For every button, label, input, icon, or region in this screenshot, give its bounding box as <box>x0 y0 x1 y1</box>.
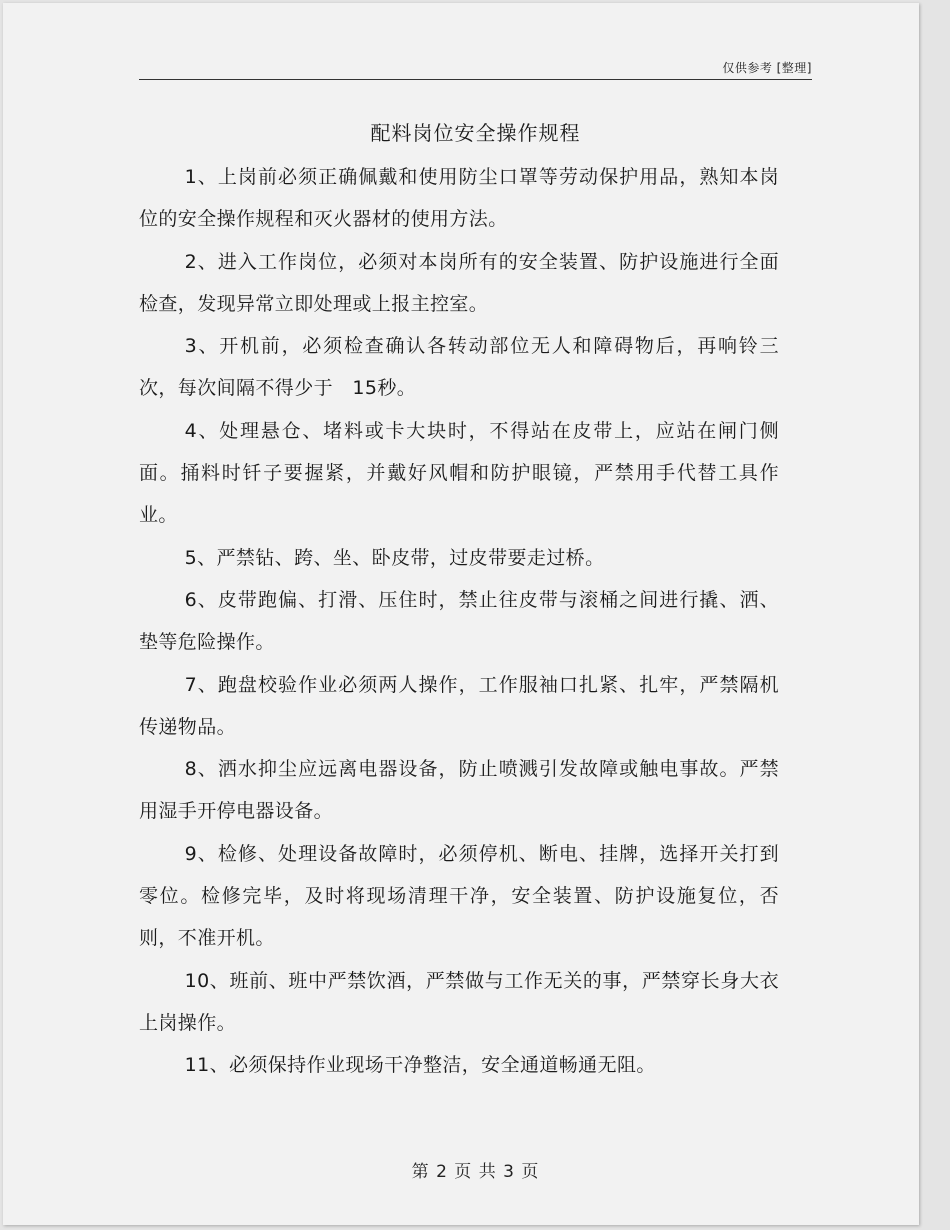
rule-item-11: 11、必须保持作业现场干净整洁，安全通道畅通无阻。 <box>184 1054 656 1077</box>
rule-item-5: 5、严禁钻、跨、坐、卧皮带，过皮带要走过桥。 <box>184 546 605 569</box>
page-number: 第 2 页 共 3 页 <box>411 1162 540 1182</box>
rule-item-1: 1、上岗前必须正确佩戴和使用防尘口罩等劳动保护用品，熟知本岗位的安全操作规程和灭火器材的使用方法。 <box>139 166 779 231</box>
document-title: 配料岗位安全操作规程 <box>370 121 581 145</box>
rule-item-3: 3、开机前，必须检查确认各转动部位无人和障碍物后，再响铃三次，每次间隔不得少于 15秒。 <box>139 335 779 400</box>
rule-item-7: 7、跑盘校验作业必须两人操作，工作服袖口扎紧、扎牢，严禁隔机传递物品。 <box>139 673 779 738</box>
header-note: 仅供参考 [整理] <box>722 61 812 75</box>
rule-item-2: 2、进入工作岗位，必须对本岗所有的安全装置、防护设施进行全面检查，发现异常立即处理或上报主控室。 <box>139 250 779 315</box>
rule-item-4: 4、处理悬仓、堵料或卡大块时，不得站在皮带上，应站在闸门侧面。捅料时钎子要握紧，并戴好风帽和防护眼镜，严禁用手代替工具作业。 <box>139 419 779 527</box>
rule-item-10: 10、班前、班中严禁饮酒，严禁做与工作无关的事，严禁穿长身大衣上岗操作。 <box>139 969 779 1034</box>
document-page <box>3 3 919 1225</box>
document-body <box>139 156 779 1087</box>
page-header <box>139 55 812 80</box>
rule-item-9: 9、检修、处理设备故障时，必须停机、断电、挂牌，选择开关打到零位。检修完毕，及时将现场清理干净，安全装置、防护设施复位，否则，不准开机。 <box>139 842 779 950</box>
rule-item-6: 6、皮带跑偏、打滑、压住时，禁止往皮带与滚桶之间进行撬、洒、垫等危险操作。 <box>139 588 779 654</box>
rule-item-8: 8、洒水抑尘应远离电器设备，防止喷溅引发故障或触电事故。严禁用湿手开停电器设备。 <box>139 758 779 823</box>
